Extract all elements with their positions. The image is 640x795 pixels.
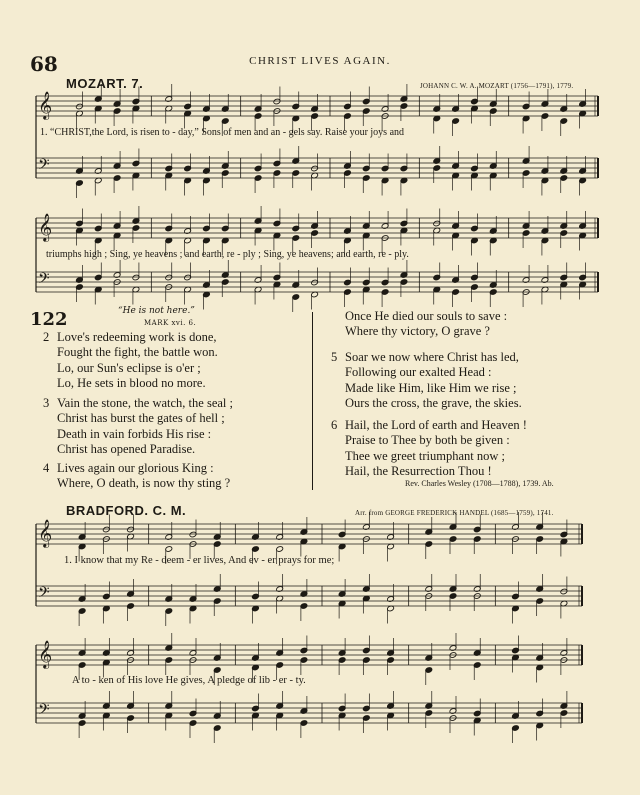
verse-line: Following our exalted Head :: [345, 365, 492, 380]
bass-clef: 𝄢: [38, 701, 50, 722]
verse-6: [331, 418, 527, 480]
tune-name-mozart: MOZART. 7.: [66, 76, 144, 91]
treble-clef: 𝄞: [38, 213, 53, 241]
page-number: 68: [30, 52, 58, 76]
verse-line: Where, O death, is now thy sting ?: [57, 476, 231, 491]
verse-line: Fought the fight, the battle won.: [57, 345, 218, 360]
scripture-reference: MARK xvi. 6.: [144, 319, 197, 327]
verse-4: [43, 461, 231, 492]
verse-number: 4: [43, 461, 50, 475]
verse-line: Vain the stone, the watch, the seal ;: [57, 396, 233, 410]
author-credit: Rev. Charles Wesley (1708—1788), 1739. Ab.: [405, 479, 554, 488]
verse-line: Death in vain forbids His rise :: [57, 426, 212, 441]
treble-clef: 𝄞: [38, 519, 53, 547]
tune-name-bradford: BRADFORD. C. M.: [66, 503, 187, 518]
lyrics-line-1: 1. “CHRIST,the Lord, is risen to - day,” Sons of men and an - gels say. Raise your joys and: [40, 127, 405, 138]
verse-line: Lo, our Sun's eclipse is o'er ;: [57, 360, 201, 375]
treble-clef: 𝄞: [38, 640, 53, 668]
verse-line: Christ has opened Paradise.: [57, 442, 196, 457]
bass-clef: 𝄢: [38, 270, 50, 291]
composer-credit-mozart: JOHANN C. W. A. MOZART (1756—1791), 1779.: [420, 82, 574, 90]
verse-5: [331, 350, 522, 412]
treble-clef: 𝄞: [38, 91, 53, 119]
hymn-number: 122: [30, 309, 68, 330]
verse-number: 3: [43, 396, 50, 410]
verse-line: Where thy victory, O grave ?: [345, 324, 490, 339]
verse-number: 2: [43, 330, 50, 344]
bass-clef: 𝄢: [38, 584, 50, 605]
verse-line: Once He died our souls to save :: [345, 309, 508, 323]
verse-line: Lives again our glorious King :: [57, 461, 214, 475]
verse-line: Ours the cross, the grave, the skies.: [345, 396, 522, 411]
verse-number: 5: [331, 350, 338, 364]
verse-line: Christ has burst the gates of hell ;: [57, 411, 225, 426]
verse-2: [43, 330, 218, 392]
verse-3: [43, 396, 233, 458]
verse-line: Hail, the Resurrection Thou !: [345, 464, 492, 479]
verse-line: Hail, the Lord of earth and Heaven !: [345, 418, 527, 432]
verse-line: Thee we greet triumphant now ;: [345, 448, 506, 463]
verse-line: Soar we now where Christ has led,: [345, 350, 519, 364]
lyrics-line-3: 1. I know that my Re - deem - er lives, And ev - er prays for me;: [64, 555, 335, 566]
verse-line: Love's redeeming work is done,: [57, 330, 217, 344]
composer-credit-bradford: Arr. from GEORGE FREDERICK HANDEL (1685—1759), 1741.: [355, 509, 554, 517]
column-divider: [312, 312, 313, 490]
lyrics-line-2: triumphs high ; Sing, ye heavens ; and earth, re - ply ; Sing, ye heavens; and earth, re - ply.: [46, 249, 409, 260]
verse-line: Made like Him, like Him we rise ;: [345, 380, 517, 395]
verse-line: Lo, He sets in blood no more.: [57, 376, 206, 391]
verse-number: 6: [331, 418, 338, 432]
lyrics-line-4: A to - ken of His love He gives, A pledge of lib - er - ty.: [72, 675, 306, 686]
verse-line: Praise to Thee by both be given :: [345, 433, 510, 448]
bass-clef: 𝄢: [38, 156, 50, 177]
epigraph: “He is not here.”: [118, 306, 195, 316]
verse-4-continued: [345, 309, 507, 340]
running-head: CHRIST LIVES AGAIN.: [249, 55, 391, 67]
